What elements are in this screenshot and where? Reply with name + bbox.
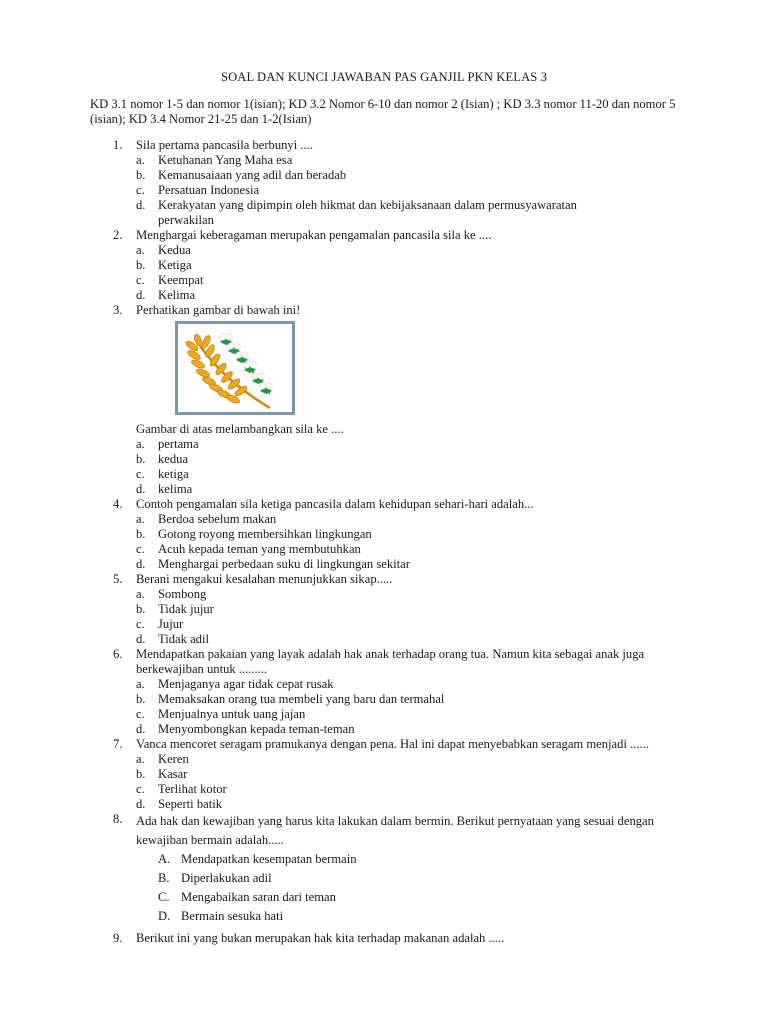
- option-letter: b.: [136, 692, 146, 706]
- option-letter: d.: [136, 722, 146, 736]
- option-text: Keren: [158, 752, 189, 766]
- question-6: [0, 647, 768, 737]
- option-item: [136, 273, 768, 288]
- option-item: [136, 617, 768, 632]
- question-text: Berani mengakui kesalahan menunjukkan sikap.....: [136, 572, 393, 586]
- option-list: [136, 752, 768, 812]
- option-letter: B.: [158, 871, 170, 885]
- option-text: Keempat: [158, 273, 204, 287]
- question-number: 5.: [113, 572, 123, 586]
- option-letter: c.: [136, 707, 145, 721]
- option-text: Menghargai perbedaan suku di lingkungan sekitar: [158, 557, 410, 571]
- option-list: [136, 153, 768, 228]
- option-item: [136, 527, 768, 542]
- option-item: [136, 482, 768, 497]
- option-item: [136, 888, 768, 907]
- option-item: [136, 288, 768, 303]
- option-item: [136, 467, 768, 482]
- option-item: [136, 168, 768, 183]
- option-text: Kedua: [158, 243, 191, 257]
- option-item: [136, 707, 768, 722]
- option-text: Kasar: [158, 767, 188, 781]
- option-letter: d.: [136, 198, 146, 212]
- option-letter: a.: [136, 153, 145, 167]
- option-item: [136, 632, 768, 647]
- question-text: Sila pertama pancasila berbunyi ....: [136, 138, 313, 152]
- option-text: Terlihat kotor: [158, 782, 227, 796]
- option-item: [136, 602, 768, 617]
- option-letter: D.: [158, 909, 171, 923]
- option-text: Memaksakan orang tua membeli yang baru dan termahal: [158, 692, 445, 706]
- option-letter: c.: [136, 617, 145, 631]
- option-letter: a.: [136, 512, 145, 526]
- option-item: [136, 512, 768, 527]
- option-letter: a.: [136, 752, 145, 766]
- question-number: 6.: [113, 647, 123, 661]
- option-item: [136, 452, 768, 467]
- question-number: 7.: [113, 737, 123, 751]
- question-number: 1.: [113, 138, 123, 152]
- question-5: [0, 572, 768, 647]
- option-list: [136, 850, 768, 926]
- option-text: Menyombongkan kepada teman-teman: [158, 722, 355, 736]
- option-text: Kemanusaiaan yang adil dan beradab: [158, 168, 347, 182]
- question-text: Contoh pengamalan sila ketiga pancasila dalam kehidupan sehari-hari adalah...: [136, 497, 534, 511]
- question-number: 4.: [113, 497, 123, 511]
- option-item: [136, 258, 768, 273]
- question-1: [0, 138, 768, 228]
- option-letter: b.: [136, 452, 146, 466]
- option-letter: c.: [136, 782, 145, 796]
- option-letter: d.: [136, 288, 146, 302]
- option-letter: a.: [136, 437, 145, 451]
- option-text: Acuh kepada teman yang membutuhkan: [158, 542, 361, 556]
- option-letter: c.: [136, 542, 145, 556]
- option-text: Kerakyatan yang dipimpin oleh hikmat dan kebijaksanaan dalam permusyawaratan perwakilan: [158, 198, 577, 227]
- option-item: [136, 437, 768, 452]
- option-letter: b.: [136, 168, 146, 182]
- option-text: Ketuhanan Yang Maha esa: [158, 153, 293, 167]
- option-letter: a.: [136, 677, 145, 691]
- question-number: 2.: [113, 228, 123, 242]
- option-text: Kelima: [158, 288, 196, 302]
- question-text: Vanca mencoret seragam pramukanya dengan pena. Hal ini dapat menyebabkan seragam menjadi ......: [136, 737, 649, 751]
- option-text: Bermain sesuka hati: [181, 909, 284, 923]
- option-text: Berdoa sebelum makan: [158, 512, 277, 526]
- question-number: 9.: [113, 931, 123, 945]
- padi-kapas-illustration: [178, 324, 292, 412]
- option-list: [136, 437, 768, 497]
- option-text: Ketiga: [158, 258, 192, 272]
- option-letter: d.: [136, 557, 146, 571]
- option-item: [136, 869, 768, 888]
- option-item: [136, 767, 768, 782]
- option-letter: a.: [136, 587, 145, 601]
- option-item: [136, 587, 768, 602]
- page-title: SOAL DAN KUNCI JAWABAN PAS GANJIL PKN KELAS 3: [220, 70, 548, 84]
- option-text: Tidak jujur: [158, 602, 214, 616]
- option-text: Gotong royong membersihkan lingkungan: [158, 527, 372, 541]
- option-letter: d.: [136, 797, 146, 811]
- question-4: [0, 497, 768, 572]
- option-text: Mendapatkan kesempatan bermain: [181, 852, 357, 866]
- question-number: 3.: [113, 303, 123, 317]
- question-followup: Gambar di atas melambangkan sila ke ....: [136, 422, 344, 436]
- question-text: Mendapatkan pakaian yang layak adalah hak anak terhadap orang tua. Namun kita sebagai anak juga berkewajiban untuk .........: [136, 647, 645, 676]
- option-list: [136, 677, 768, 737]
- question-number: 8.: [113, 812, 123, 826]
- question-text: Perhatikan gambar di bawah ini!: [136, 303, 301, 317]
- question-2: [0, 228, 768, 303]
- option-letter: c.: [136, 183, 145, 197]
- option-item: [136, 797, 768, 812]
- question-3: [0, 303, 768, 497]
- option-letter: d.: [136, 632, 146, 646]
- option-letter: c.: [136, 467, 145, 481]
- option-letter: b.: [136, 527, 146, 541]
- padi-kapas-symbol-icon: [175, 321, 295, 415]
- option-text: ketiga: [158, 467, 189, 481]
- option-item: [136, 198, 768, 228]
- question-text: Ada hak dan kewajiban yang harus kita lakukan dalam bermin. Berikut pernyataan yang sesuai dengan kewajiban bermain adalah.....: [136, 814, 654, 847]
- option-letter: A.: [158, 852, 171, 866]
- option-text: Menjaganya agar tidak cepat rusak: [158, 677, 334, 691]
- option-letter: c.: [136, 273, 145, 287]
- question-9: [0, 931, 768, 946]
- question-text: Menghargai keberagaman merupakan pengamalan pancasila sila ke ....: [136, 228, 492, 242]
- option-item: [136, 542, 768, 557]
- option-text: Mengabaikan saran dari teman: [181, 890, 336, 904]
- option-text: pertama: [158, 437, 199, 451]
- question-8: [0, 812, 768, 926]
- option-item: [136, 782, 768, 797]
- option-text: Sombong: [158, 587, 207, 601]
- option-letter: a.: [136, 243, 145, 257]
- option-text: kedua: [158, 452, 189, 466]
- option-item: [136, 907, 768, 926]
- option-item: [136, 677, 768, 692]
- option-text: Tidak adil: [158, 632, 209, 646]
- option-list: [136, 512, 768, 572]
- option-item: [136, 557, 768, 572]
- option-item: [136, 850, 768, 869]
- option-letter: b.: [136, 767, 146, 781]
- option-list: [136, 587, 768, 647]
- option-letter: b.: [136, 258, 146, 272]
- question-7: [0, 737, 768, 812]
- option-item: [136, 153, 768, 168]
- option-text: Menjualnya untuk uang jajan: [158, 707, 306, 721]
- kd-intro: KD 3.1 nomor 1-5 dan nomor 1(isian); KD 3.2 Nomor 6-10 dan nomor 2 (Isian) ; KD 3.3 nomor 11-20 dan nomor 5 (isian); KD 3.4 Nomor 21-25 dan 1-2(Isian): [90, 97, 676, 126]
- option-text: Seperti batik: [158, 797, 223, 811]
- option-text: Persatuan Indonesia: [158, 183, 260, 197]
- option-letter: C.: [158, 890, 170, 904]
- option-letter: d.: [136, 482, 146, 496]
- option-item: [136, 752, 768, 767]
- question-text: Berikut ini yang bukan merupakan hak kita terhadap makanan adalah .....: [136, 931, 505, 945]
- option-text: kelima: [158, 482, 193, 496]
- option-text: Diperlakukan adil: [181, 871, 272, 885]
- option-letter: b.: [136, 602, 146, 616]
- option-item: [136, 692, 768, 707]
- option-item: [136, 722, 768, 737]
- option-item: [136, 183, 768, 198]
- option-item: [136, 243, 768, 258]
- question-list: [0, 138, 768, 946]
- option-list: [136, 243, 768, 303]
- option-text: Jujur: [158, 617, 184, 631]
